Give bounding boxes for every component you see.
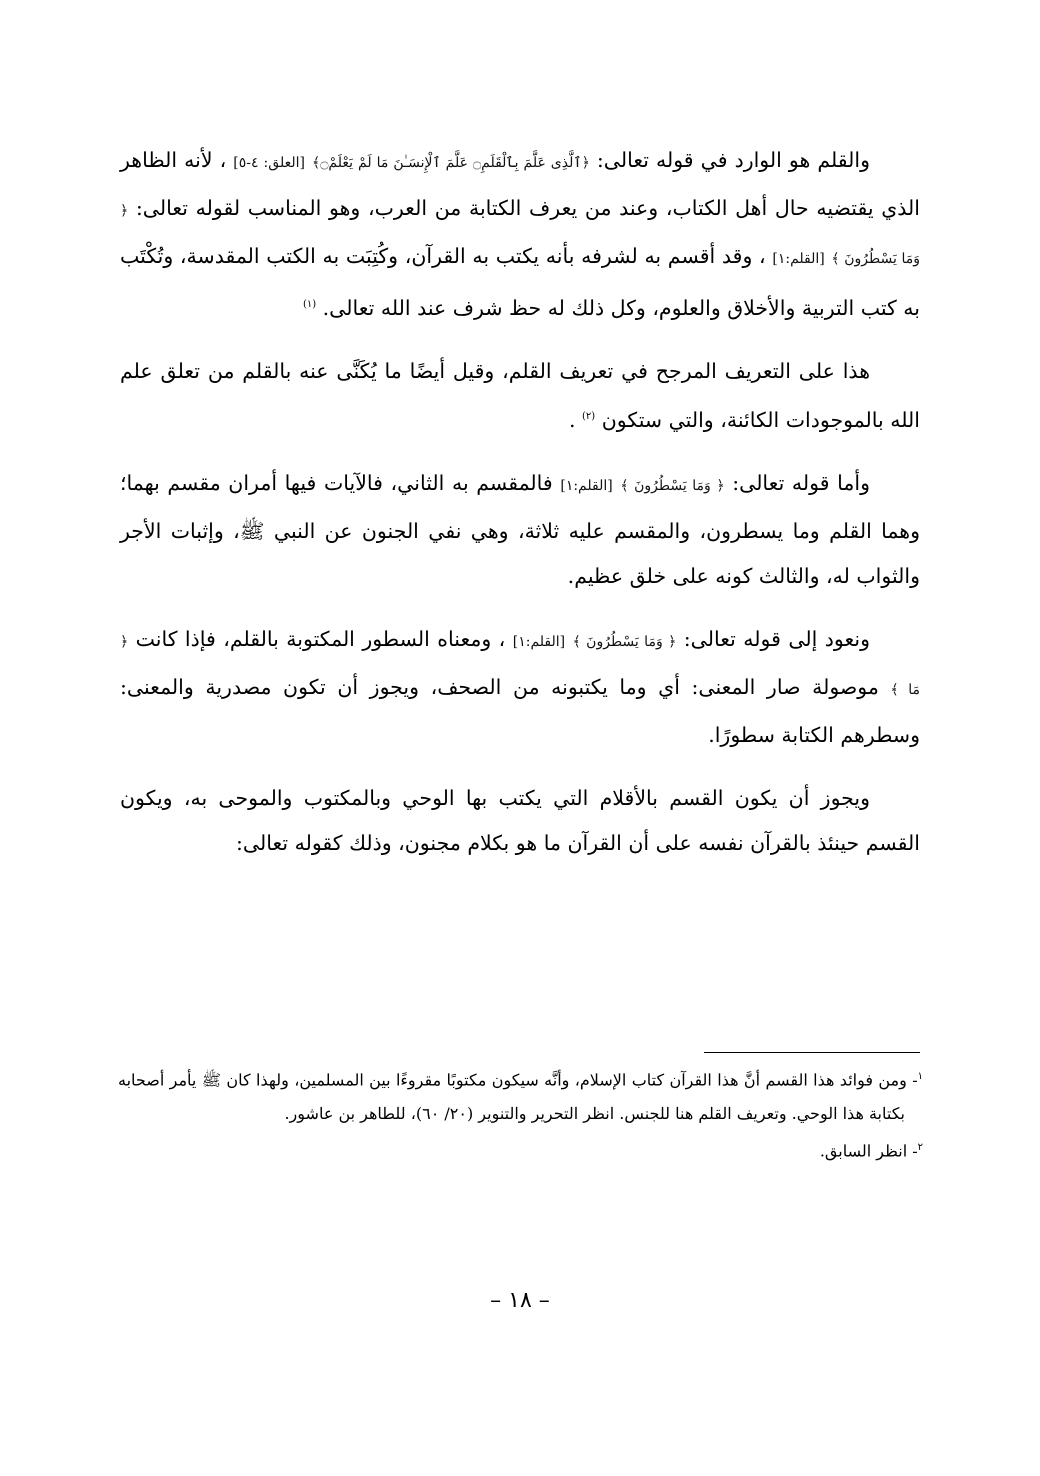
quran-verse: ﴿ وَمَا يَسْطُرُونَ ﴾ — [620, 477, 725, 494]
text-segment: فالمقسم به الثاني، فالآيات فيها أمران مقسم بهما؛ وهما القلم وما يسطرون، والمقسم عليه ثلاثة، وهي نفي الجنون عن النبي ﷺ، وإثبات الأجر والثواب له، والثالث كونه على خلق عظيم. — [120, 470, 920, 588]
text-segment: موصولة صار المعنى: أي وما يكتبونه من الصحف، ويجوز أن تكون مصدرية والمعنى: وسطرهم الكتابة سطورًا. — [120, 674, 920, 747]
footnote-1 — [118, 1060, 923, 1131]
page-number: – ١٨ – — [490, 1288, 550, 1313]
surah-reference: [العلق: ٤-٥] — [233, 155, 305, 171]
footnote-2 — [118, 1131, 923, 1168]
paragraph-3 — [120, 461, 920, 599]
footnote-number: ٢ — [917, 1142, 923, 1154]
quran-verse: ﴿ مَا ﴾ — [120, 633, 920, 698]
footnote-text: - انظر السابق. — [819, 1141, 918, 1161]
surah-reference: [القلم:١] — [560, 477, 613, 494]
text-segment: ، ومعناه السطور المكتوبة بالقلم، فإذا كانت — [128, 626, 506, 651]
surah-reference: [القلم:١] — [512, 633, 566, 650]
text-segment: ويجوز أن يكون القسم بالأقلام التي يكتب بها الوحي وبالمكتوب والموحى به، ويكون القسم حينئذ بالقرآن نفسه على أن القرآن ما هو بكلام مجنون، وذلك كقوله تعالى: — [120, 785, 920, 855]
footnotes — [118, 1060, 923, 1169]
paragraph-2 — [120, 349, 920, 443]
footnote-text: - ومن فوائد هذا القسم أنَّ هذا القرآن كتاب الإسلام، وأنَّه سيكون مكتوبًا مقروءًا بين المسلمين، ولهذا كان ﷺ يأمر أصحابه بكتابة هذا الوحي. وتعريف القلم هنا للجنس. انظر التحرير والتنوير (٢٠/ ٦٠)، للطاهر بن عاشور. — [118, 1070, 918, 1124]
text-segment: ، لأنه الظاهر الذي يقتضيه حال أهل الكتاب، وعند من يعرف الكتابة من العرب، وهو المناسب لقوله تعالى: — [120, 148, 920, 220]
text-segment: والقلم هو الوارد في قوله تعالى: — [589, 148, 870, 172]
paragraph-1 — [120, 138, 920, 331]
footnote-marker[interactable]: (٢) — [582, 410, 596, 422]
surah-reference: [القلم:١] — [772, 251, 825, 267]
quran-verse: ﴿ٱلَّذِى عَلَّمَ بِٱلْقَلَمِ۝ عَلَّمَ ٱلْإِنسَـٰنَ مَا لَمْ يَعْلَمْ۝﴾ — [312, 155, 590, 171]
text-segment: ، وقد أقسم به لشرفه بأنه يكتب به القرآن، وكُتِبَت به الكتب المقدسة، وتُكْتَب به كتب التربية والأخلاق والعلوم، وكل ذلك له حظ شرف عند الله تعالى. — [120, 244, 920, 320]
quran-verse: ﴿ وَمَا يَسْطُرُونَ ﴾ — [572, 633, 677, 650]
footnote-divider — [704, 1052, 920, 1053]
text-segment: هذا على التعريف المرجح في تعريف القلم، وقيل أيضًا ما يُكَنَّى عنه بالقلم من تعلق علم الله بالموجودات الكائنة، والتي ستكون — [120, 358, 920, 432]
text-segment: . — [568, 407, 576, 432]
footnote-number: ١ — [917, 1071, 923, 1082]
text-segment: وأما قوله تعالى: — [724, 470, 870, 495]
main-text — [120, 138, 920, 884]
paragraph-4 — [120, 617, 920, 758]
quran-verse: ﴿ وَمَا يَسْطُرُونَ ﴾ — [120, 203, 921, 267]
paragraph-5 — [120, 776, 920, 866]
footnote-marker[interactable]: (١) — [302, 299, 317, 310]
text-segment: ونعود إلى قوله تعالى: — [676, 626, 871, 651]
